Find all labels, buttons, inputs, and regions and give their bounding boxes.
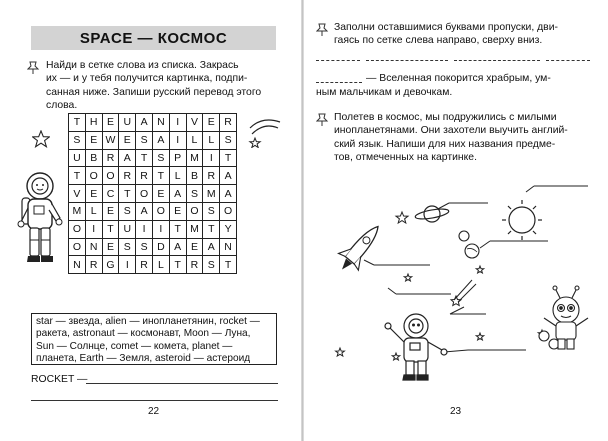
grid-cell[interactable]: U xyxy=(119,114,136,132)
answer-line[interactable] xyxy=(86,383,278,384)
grid-cell[interactable]: S xyxy=(203,256,220,274)
blank-dash[interactable] xyxy=(316,60,360,61)
alien-icon xyxy=(539,286,588,349)
instruction-line: слова. xyxy=(46,100,78,112)
grid-cell[interactable]: S xyxy=(136,238,153,256)
sentence-text: ным мальчикам и девочкам. xyxy=(316,87,453,98)
instruction-line: санная ниже. Запиши русский перевод этого xyxy=(46,86,262,98)
word-list-line: планета, Earth — Земля, asteroid — астероид xyxy=(36,353,251,365)
grid-cell[interactable]: B xyxy=(186,167,203,185)
blank-dash[interactable] xyxy=(454,60,540,61)
grid-row xyxy=(69,167,237,185)
grid-cell[interactable]: U xyxy=(119,220,136,238)
instruction-line: Полетев в космос, мы подружились с милыми xyxy=(334,112,557,123)
sun-icon xyxy=(502,200,542,240)
astronaut-icon xyxy=(385,314,447,380)
grid-cell[interactable]: E xyxy=(102,202,119,220)
grid-row xyxy=(69,185,237,203)
grid-cell[interactable]: S xyxy=(69,131,86,149)
page-number: 22 xyxy=(148,406,160,417)
blank-dash[interactable] xyxy=(366,60,448,61)
page-title: SPACE — КОСМОС xyxy=(31,26,276,50)
grid-cell[interactable]: E xyxy=(169,202,186,220)
space-illustration[interactable] xyxy=(304,168,608,398)
grid-cell[interactable]: T xyxy=(69,167,86,185)
grid-cell[interactable]: N xyxy=(69,256,86,274)
pin-icon xyxy=(27,61,41,75)
grid-cell[interactable]: A xyxy=(203,238,220,256)
grid-cell[interactable]: I xyxy=(136,220,153,238)
grid-cell[interactable]: M xyxy=(186,220,203,238)
grid-cell[interactable]: L xyxy=(169,167,186,185)
grid-cell[interactable]: T xyxy=(102,220,119,238)
grid-cell[interactable]: H xyxy=(85,114,102,132)
grid-cell[interactable]: O xyxy=(69,238,86,256)
grid-cell[interactable]: R xyxy=(85,256,102,274)
grid-row xyxy=(69,238,237,256)
grid-cell[interactable]: U xyxy=(69,149,86,167)
grid-cell[interactable]: G xyxy=(102,256,119,274)
instruction-text xyxy=(334,21,594,48)
grid-cell[interactable]: E xyxy=(186,238,203,256)
grid-cell[interactable]: V xyxy=(186,114,203,132)
grid-cell[interactable]: M xyxy=(186,149,203,167)
grid-cell[interactable]: N xyxy=(220,238,237,256)
rocket-icon xyxy=(332,218,388,278)
grid-cell[interactable]: O xyxy=(136,185,153,203)
grid-cell[interactable]: S xyxy=(136,131,153,149)
grid-cell[interactable]: N xyxy=(85,238,102,256)
astronaut-icon xyxy=(14,168,66,272)
grid-cell[interactable]: M xyxy=(69,202,86,220)
pin-icon xyxy=(316,113,330,127)
page-number: 23 xyxy=(450,406,462,417)
grid-cell[interactable]: O xyxy=(69,220,86,238)
grid-cell[interactable]: S xyxy=(203,202,220,220)
grid-cell[interactable]: W xyxy=(102,131,119,149)
star-icon xyxy=(32,130,50,148)
answer-label: ROCKET — xyxy=(31,374,88,385)
word-search-grid[interactable] xyxy=(68,113,237,274)
grid-cell[interactable]: O xyxy=(186,202,203,220)
grid-cell[interactable]: P xyxy=(169,149,186,167)
grid-cell[interactable]: T xyxy=(169,256,186,274)
blank-dash[interactable] xyxy=(316,82,362,83)
grid-cell[interactable]: I xyxy=(203,149,220,167)
instruction-line: Найди в сетке слова из списка. Закрась xyxy=(46,60,239,71)
grid-row xyxy=(69,202,237,220)
grid-cell[interactable]: O xyxy=(102,167,119,185)
instruction-line: Заполни оставшимися буквами пропуски, дви- xyxy=(334,22,558,33)
grid-cell[interactable]: E xyxy=(85,185,102,203)
grid-cell[interactable]: E xyxy=(152,185,169,203)
grid-cell[interactable]: I xyxy=(169,131,186,149)
grid-cell[interactable]: L xyxy=(186,131,203,149)
grid-cell[interactable]: L xyxy=(152,256,169,274)
grid-cell[interactable]: T xyxy=(220,256,237,274)
grid-cell[interactable]: T xyxy=(136,149,153,167)
grid-cell[interactable]: R xyxy=(220,114,237,132)
grid-cell[interactable]: E xyxy=(119,131,136,149)
instruction-line: ский язык. Напиши для них названия предме- xyxy=(334,138,556,150)
grid-cell[interactable]: M xyxy=(203,185,220,203)
instruction-text xyxy=(334,111,596,165)
grid-row xyxy=(69,114,237,132)
comet-icon xyxy=(246,114,282,148)
grid-cell[interactable]: R xyxy=(203,167,220,185)
instruction-line: инопланетянами. Они захотели выучить англий- xyxy=(334,125,568,137)
grid-row xyxy=(69,149,237,167)
grid-cell[interactable]: A xyxy=(169,238,186,256)
grid-cell[interactable]: T xyxy=(152,167,169,185)
grid-cell[interactable]: I xyxy=(152,220,169,238)
word-list-line: ракета, astronaut — космонавт, Moon — Луна, xyxy=(36,328,251,340)
grid-cell[interactable]: E xyxy=(102,114,119,132)
grid-cell[interactable]: T xyxy=(169,220,186,238)
grid-cell[interactable]: A xyxy=(119,149,136,167)
grid-cell[interactable]: A xyxy=(220,167,237,185)
blank-dash[interactable] xyxy=(546,60,590,61)
grid-cell[interactable]: B xyxy=(85,149,102,167)
right-page xyxy=(304,0,608,441)
grid-cell[interactable]: L xyxy=(85,202,102,220)
instruction-text xyxy=(46,59,286,113)
grid-row xyxy=(69,131,237,149)
word-list-box xyxy=(31,313,277,365)
grid-cell[interactable]: T xyxy=(220,149,237,167)
grid-cell[interactable]: T xyxy=(203,220,220,238)
grid-cell[interactable]: O xyxy=(220,202,237,220)
grid-cell[interactable]: E xyxy=(102,238,119,256)
grid-cell[interactable]: R xyxy=(136,256,153,274)
grid-cell[interactable]: S xyxy=(119,238,136,256)
grid-cell[interactable]: A xyxy=(169,185,186,203)
grid-cell[interactable]: I xyxy=(119,256,136,274)
word-list-line: star — звезда, alien — инопланетянин, rocket — xyxy=(36,316,260,327)
grid-cell[interactable]: S xyxy=(152,149,169,167)
grid-cell[interactable]: S xyxy=(220,131,237,149)
grid-cell[interactable]: S xyxy=(119,202,136,220)
grid-cell[interactable]: E xyxy=(203,114,220,132)
comet-icon xyxy=(451,280,476,306)
grid-cell[interactable]: I xyxy=(85,220,102,238)
grid-cell[interactable]: D xyxy=(152,238,169,256)
grid-cell[interactable]: V xyxy=(69,185,86,203)
grid-cell[interactable]: R xyxy=(136,167,153,185)
word-list-line: Sun — Солнце, comet — комета, planet — xyxy=(36,340,233,352)
grid-cell[interactable]: A xyxy=(136,202,153,220)
grid-cell[interactable]: R xyxy=(186,256,203,274)
instruction-line: их — и у тебя получится картинка, подпи- xyxy=(46,73,248,85)
answer-line[interactable] xyxy=(31,400,278,401)
grid-cell[interactable]: R xyxy=(119,167,136,185)
grid-cell[interactable]: A xyxy=(136,114,153,132)
grid-cell[interactable]: N xyxy=(152,114,169,132)
saturn-icon xyxy=(415,206,450,222)
planet-icon xyxy=(459,231,479,258)
grid-cell[interactable]: T xyxy=(119,185,136,203)
instruction-line: тов, отмеченных на картинке. xyxy=(334,152,477,164)
grid-cell[interactable]: A xyxy=(220,185,237,203)
grid-cell[interactable]: S xyxy=(186,185,203,203)
grid-row xyxy=(69,256,237,274)
grid-cell[interactable]: T xyxy=(69,114,86,132)
grid-cell[interactable]: Y xyxy=(220,220,237,238)
left-page xyxy=(0,0,302,441)
grid-cell[interactable]: O xyxy=(85,167,102,185)
grid-row xyxy=(69,220,237,238)
grid-cell[interactable]: I xyxy=(169,114,186,132)
grid-cell[interactable]: A xyxy=(152,131,169,149)
grid-cell[interactable]: E xyxy=(85,131,102,149)
grid-cell[interactable]: L xyxy=(203,131,220,149)
instruction-line: гаясь по сетке слева направо, сверху вниз. xyxy=(334,35,543,47)
grid-cell[interactable]: C xyxy=(102,185,119,203)
sentence-text: — Вселенная покорится храбрым, ум- xyxy=(366,73,551,84)
pin-icon xyxy=(316,23,330,37)
grid-cell[interactable]: R xyxy=(102,149,119,167)
grid-cell[interactable]: O xyxy=(152,202,169,220)
